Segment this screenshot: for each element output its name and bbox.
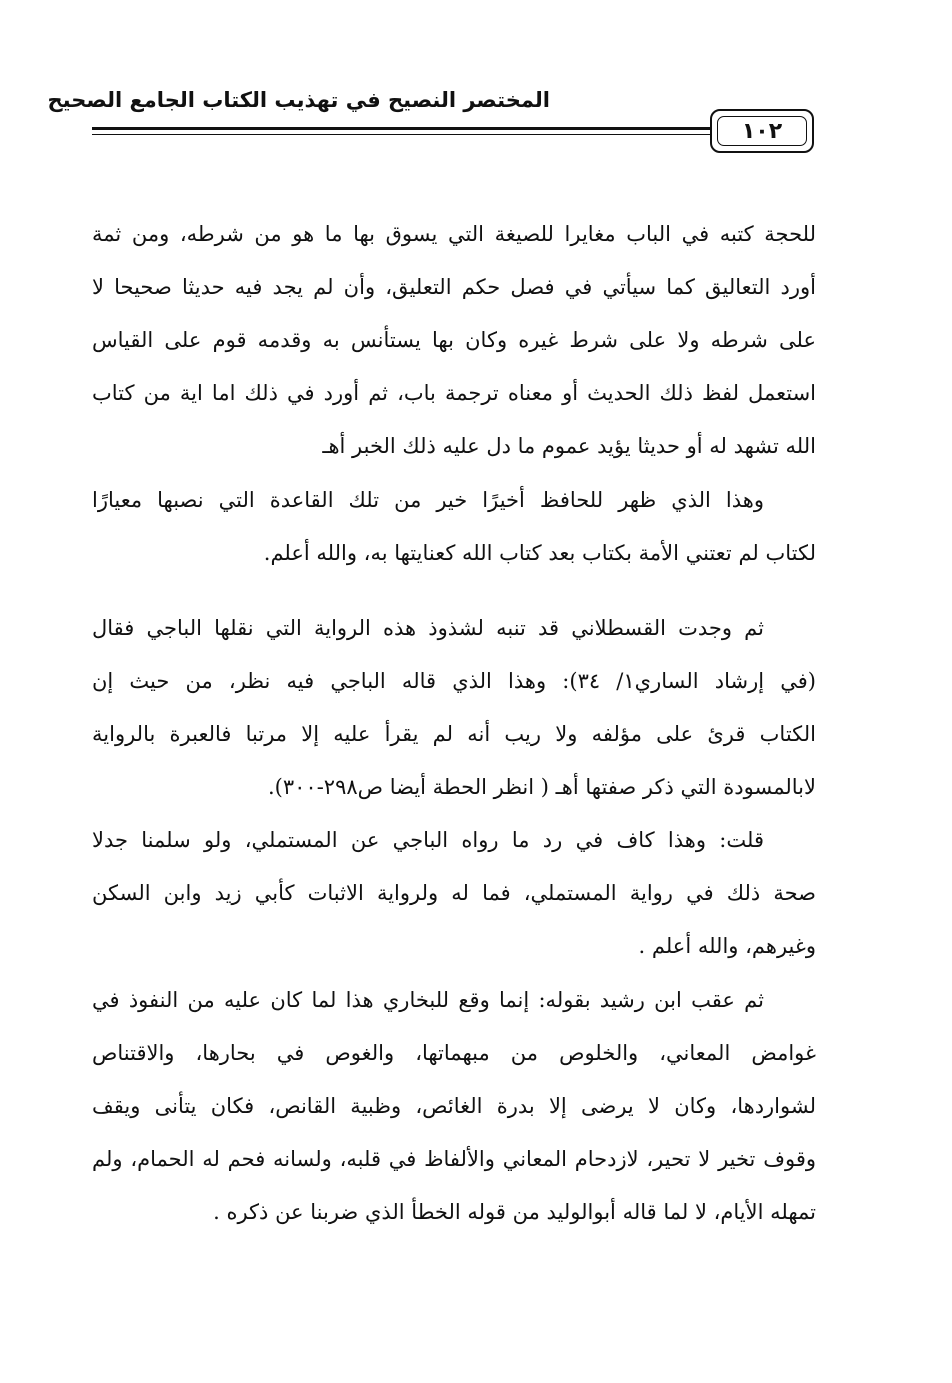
paragraph-1 xyxy=(92,208,816,473)
paragraph-2 xyxy=(92,474,816,580)
text-line: ثم وجدت القسطلاني قد تنبه لشذوذ هذه الرواية التي نقلها الباجي فقال xyxy=(92,616,764,640)
text-line: تمهله الأيام، لا لما قاله أبوالوليد من قوله الخطأ الذي ضربنا عن ذكره . xyxy=(213,1200,816,1224)
paragraph-3 xyxy=(92,602,816,814)
text-line: للحجة كتبه في الباب مغايرا للصيغة التي يسوق بها ما هو من شرطه، ومن ثمة xyxy=(92,222,816,246)
text-line: وقوف تخير لا تحير، لازدحام المعاني والألفاظ في قلبه، ولسانه فحم له الحمام، ولم xyxy=(92,1147,816,1171)
text-line: (في إرشاد الساري١/ ٣٤): وهذا الذي قاله الباجي فيه نظر، من حيث إن xyxy=(92,669,816,693)
text-line: لشواردها، وكان لا يرضى إلا بدرة الغائص، وظبية القانص، فكان يتأنى ويقف xyxy=(92,1094,816,1118)
paragraph-4 xyxy=(92,814,816,973)
text-line: أورد التعاليق كما سيأتي في فصل حكم التعليق، وأن لم يجد فيه حديثا صحيحا لا xyxy=(92,275,816,299)
text-line: على شرطه ولا على شرط غيره وكان بها يستأنس به وقدمه قوم على القياس xyxy=(92,328,816,352)
header-rule xyxy=(92,127,714,130)
paragraph-5 xyxy=(92,974,816,1239)
text-line: استعمل لفظ ذلك الحديث أو معناه ترجمة باب، ثم أورد في ذلك اما اية من كتاب xyxy=(92,381,816,405)
page-number-frame xyxy=(710,109,814,153)
text-line: لابالمسودة التي ذكر صفتها أهـ ( انظر الحطة أيضا ص٢٩٨-٣٠٠). xyxy=(267,775,816,799)
page-number: ١٠٢ xyxy=(741,118,783,144)
header-rule-secondary xyxy=(92,134,714,135)
text-line: وغيرهم، والله أعلم . xyxy=(638,934,816,958)
text-line: صحة ذلك في رواية المستملي، فما له ولرواية الاثبات كأبي زيد وابن السكن xyxy=(92,881,816,905)
text-line: غوامض المعاني، والخلوص من مبهماتها، والغوص في بحارها، والاقتناص xyxy=(92,1041,816,1065)
text-line: قلت: وهذا كاف في رد ما رواه الباجي عن المستملي، ولو سلمنا جدلا xyxy=(92,828,764,852)
text-line: الكتاب قرئ على مؤلفه ولا ريب أنه لم يقرأ عليه إلا مرتبا فالعبرة بالرواية xyxy=(92,722,816,746)
text-line: ثم عقب ابن رشيد بقوله: إنما وقع للبخاري هذا لما كان عليه من النفوذ في xyxy=(92,988,764,1012)
text-line: الله تشهد له أو حديثا يؤيد عموم ما دل عليه ذلك الخبر أهـ xyxy=(322,434,816,458)
text-line: لكتاب لم تعتني الأمة بكتاب بعد كتاب الله كعنايتها به، والله أعلم. xyxy=(263,541,816,565)
text-line: وهذا الذي ظهر للحافظ أخيرًا خير من تلك القاعدة التي نصبها معيارًا xyxy=(92,488,764,512)
running-title: المختصر النصيح في تهذيب الكتاب الجامع الصحيح xyxy=(47,88,550,112)
